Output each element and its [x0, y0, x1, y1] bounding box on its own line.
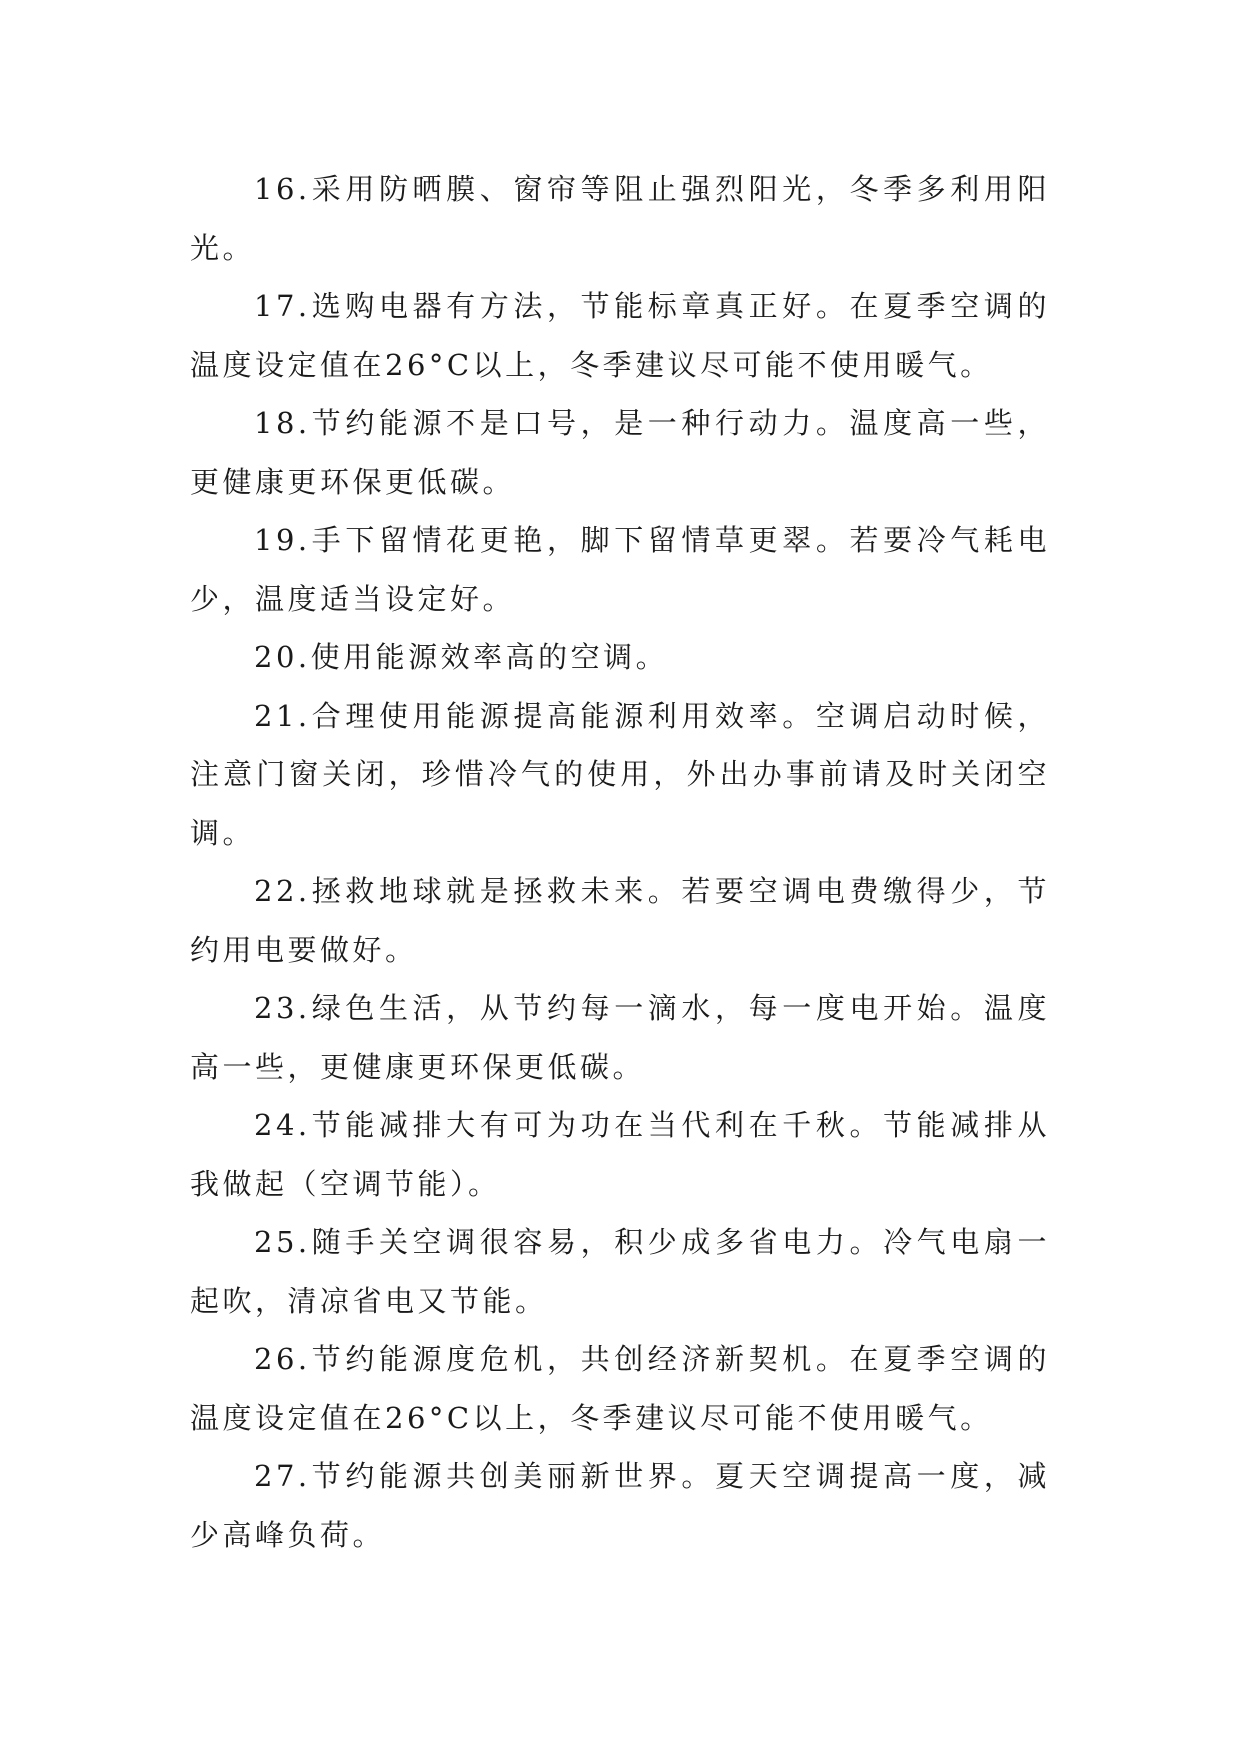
paragraph-24: 24.节能减排大有可为功在当代利在千秋。节能减排从我做起（空调节能）。 — [190, 1108, 1050, 1201]
paragraph-20: 20.使用能源效率高的空调。 — [254, 640, 669, 674]
paragraph-22: 22.拯救地球就是拯救未来。若要空调电费缴得少，节约用电要做好。 — [190, 874, 1050, 967]
paragraph-26: 26.节约能源度危机，共创经济新契机。在夏季空调的温度设定值在26°C以上，冬季建议尽可能不使用暖气。 — [190, 1342, 1050, 1435]
document-body — [190, 160, 1050, 1564]
paragraph-27: 27.节约能源共创美丽新世界。夏天空调提高一度，减少高峰负荷。 — [190, 1459, 1050, 1552]
paragraph-23: 23.绿色生活，从节约每一滴水，每一度电开始。温度高一些，更健康更环保更低碳。 — [190, 991, 1050, 1084]
paragraph-19: 19.手下留情花更艳，脚下留情草更翠。若要冷气耗电少，温度适当设定好。 — [190, 523, 1050, 616]
paragraph-25: 25.随手关空调很容易，积少成多省电力。冷气电扇一起吹，清凉省电又节能。 — [190, 1225, 1050, 1318]
paragraph-16: 16.采用防晒膜、窗帘等阻止强烈阳光，冬季多利用阳光。 — [190, 172, 1050, 265]
paragraph-18: 18.节约能源不是口号，是一种行动力。温度高一些，更健康更环保更低碳。 — [190, 406, 1050, 499]
paragraph-21: 21.合理使用能源提高能源利用效率。空调启动时候，注意门窗关闭，珍惜冷气的使用，外出办事前请及时关闭空调。 — [190, 698, 1050, 850]
paragraph-17: 17.选购电器有方法，节能标章真正好。在夏季空调的温度设定值在26°C以上，冬季建议尽可能不使用暖气。 — [190, 289, 1050, 382]
